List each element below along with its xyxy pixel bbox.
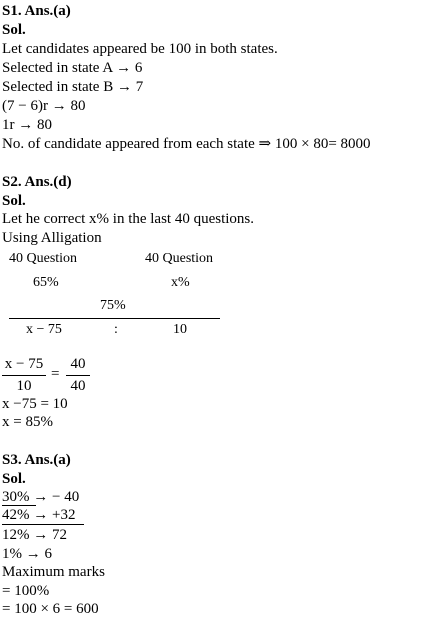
alligation-divider — [9, 318, 220, 319]
fraction-left-numerator: x − 75 — [4, 356, 44, 372]
alligation-left-value: 65% — [33, 275, 59, 290]
alligation-left-header: 40 Question — [9, 251, 78, 266]
fraction-right-numerator: 40 — [70, 356, 86, 372]
s1-line: Selected in state A → 6 — [2, 60, 143, 76]
fraction-left-bar — [2, 375, 46, 376]
s2-result-line: x −75 = 10 — [2, 396, 68, 412]
alligation-separator: : — [114, 322, 118, 337]
alligation-left-diff: x − 75 — [26, 322, 62, 337]
fraction-right-denominator: 40 — [70, 378, 86, 394]
s3-line: = 100 × 6 = 600 — [2, 601, 99, 617]
alligation-right-header: 40 Question — [145, 251, 214, 266]
alligation-mean: 75% — [100, 298, 126, 313]
s1-heading: S1. Ans.(a) — [2, 3, 71, 19]
fraction-left-denominator: 10 — [16, 378, 32, 394]
s2-heading: S2. Ans.(d) — [2, 174, 72, 190]
alligation-right-value: x% — [171, 275, 190, 290]
s3-line: Maximum marks — [2, 564, 105, 580]
s3-line: 12% → 72 — [2, 527, 67, 543]
s1-line: 1r → 80 — [2, 117, 52, 133]
s3-heading: S3. Ans.(a) — [2, 452, 71, 468]
s2-result-line: x = 85% — [2, 414, 53, 430]
s1-line: Selected in state B → 7 — [2, 79, 144, 95]
s3-line: 42% → +32 — [2, 507, 76, 523]
s2-line: Using Alligation — [2, 230, 102, 246]
s3-line: 1% → 6 — [2, 546, 52, 562]
s3-line: 30% → − 40 — [2, 489, 80, 505]
s3-overline — [2, 505, 36, 506]
s3-subtraction-rule — [2, 524, 84, 525]
s2-sol-label: Sol. — [2, 193, 26, 209]
alligation-right-diff: 10 — [173, 322, 187, 337]
s2-line: Let he correct x% in the last 40 questions. — [2, 211, 255, 227]
s1-line: No. of candidate appeared from each state ⇒ 100 × 80= 8000 — [2, 136, 371, 152]
s1-line: Let candidates appeared be 100 in both states. — [2, 41, 278, 57]
fraction-right-bar — [66, 375, 90, 376]
fraction-equals: = — [51, 366, 60, 382]
s3-sol-label: Sol. — [2, 471, 26, 487]
s1-line: (7 − 6)r → 80 — [2, 98, 86, 114]
s3-line: = 100% — [2, 583, 50, 599]
s1-sol-label: Sol. — [2, 22, 26, 38]
